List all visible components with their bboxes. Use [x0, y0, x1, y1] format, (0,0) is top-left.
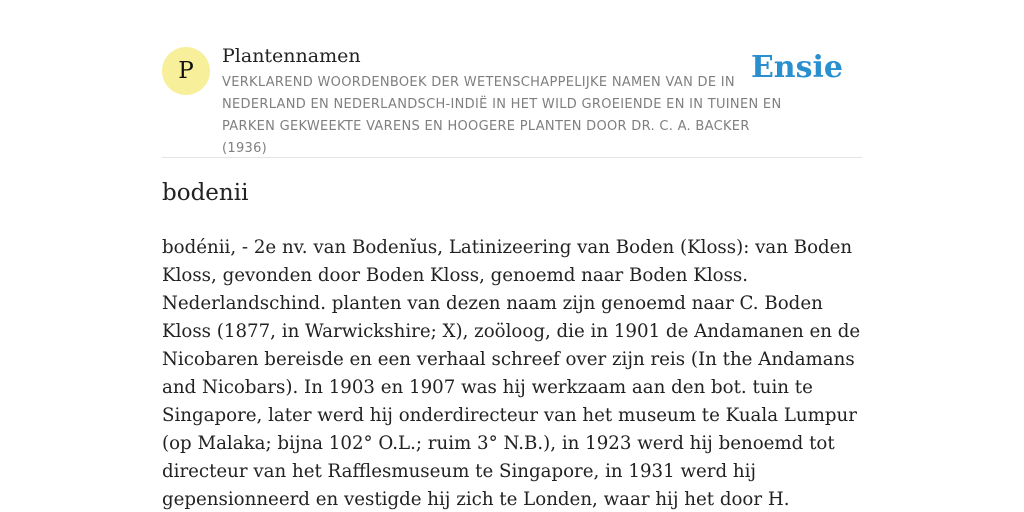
entry-title: bodenii: [162, 180, 249, 206]
dictionary-header: [162, 40, 862, 158]
entry-body: bodénii, - 2e nv. van Bodenĭus, Latinizeering van Boden (Kloss): van Boden Kloss, gevonden door Boden Kloss, genoemd naar Boden Kloss. Nederlandschind. planten van dezen naam zijn genoemd naar C. Boden Kloss (1877, in Warwickshire; X), zoöloog, die in 1901 de Andamanen en de Nicobaren bereisde en een verhaal schreef over zijn reis (In the Andamans and Nicobars). In 1903 en 1907 was hij werkzaam aan den bot. tuin te Singapore, later werd hij onderdirecteur van het museum te Kuala Lumpur (op Malaka; bijna 102° O.L.; ruim 3° N.B.), in 1923 werd hij benoemd tot directeur van het Rafflesmuseum te Singapore, in 1931 werd hij gepensionneerd en vestigde hij zich te Londen, waar hij het door H.: [162, 237, 861, 510]
dictionary-avatar[interactable]: P: [162, 47, 210, 95]
ensie-logo[interactable]: Ensie: [750, 50, 843, 85]
dictionary-title-link[interactable]: Plantennamen: [222, 45, 361, 67]
dictionary-subtitle: VERKLAREND WOORDENBOEK DER WETENSCHAPPELIJKE NAMEN VAN DE IN NEDERLAND EN NEDERLANDSCH-INDIË IN HET WILD GROEIENDE EN IN TUINEN EN PARKEN GEKWEEKTE VARENS EN HOOGERE PLANTEN DOOR DR. C. A. BACKER (1936): [222, 75, 782, 156]
